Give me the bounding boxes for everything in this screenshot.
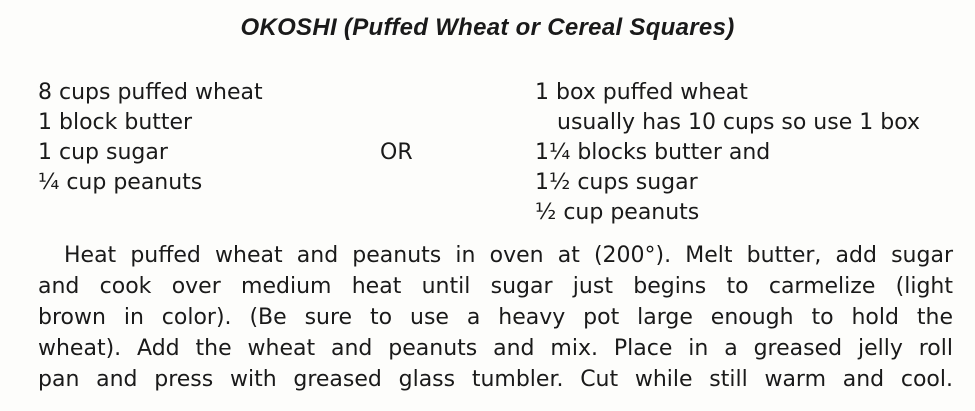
instruction-line: brown in color). (Be sure to use a heavy pot large enough to hold the: [38, 305, 953, 330]
ingredient-list-left: [38, 78, 263, 198]
ingredient-item: 1 box puffed wheat: [535, 80, 748, 105]
ingredient-item: 8 cups puffed wheat: [38, 80, 263, 105]
instruction-line: pan and press with greased glass tumbler. Cut while still warm and cool.: [38, 367, 953, 392]
ingredient-note: usually has 10 cups so use 1 box: [557, 110, 920, 135]
ingredient-item: 1 block butter: [38, 110, 193, 135]
ingredient-item: 1½ cups sugar: [535, 170, 698, 195]
ingredient-item: 1¼ blocks butter and: [535, 140, 771, 165]
recipe-title: OKOSHI (Puffed Wheat or Cereal Squares): [240, 14, 735, 41]
instruction-line: and cook over medium heat until sugar just begins to carmelize (light: [38, 274, 953, 299]
ingredient-item: 1 cup sugar: [38, 140, 168, 165]
ingredient-list-right: [535, 78, 920, 228]
ingredient-item: ¼ cup peanuts: [38, 170, 203, 195]
or-separator: OR: [380, 140, 413, 165]
instructions-paragraph: [38, 240, 953, 395]
ingredient-item: ½ cup peanuts: [535, 200, 700, 225]
instruction-line: Heat puffed wheat and peanuts in oven at (200°). Melt butter, add sugar: [64, 243, 953, 268]
instruction-line: wheat). Add the wheat and peanuts and mix. Place in a greased jelly roll: [38, 336, 953, 361]
